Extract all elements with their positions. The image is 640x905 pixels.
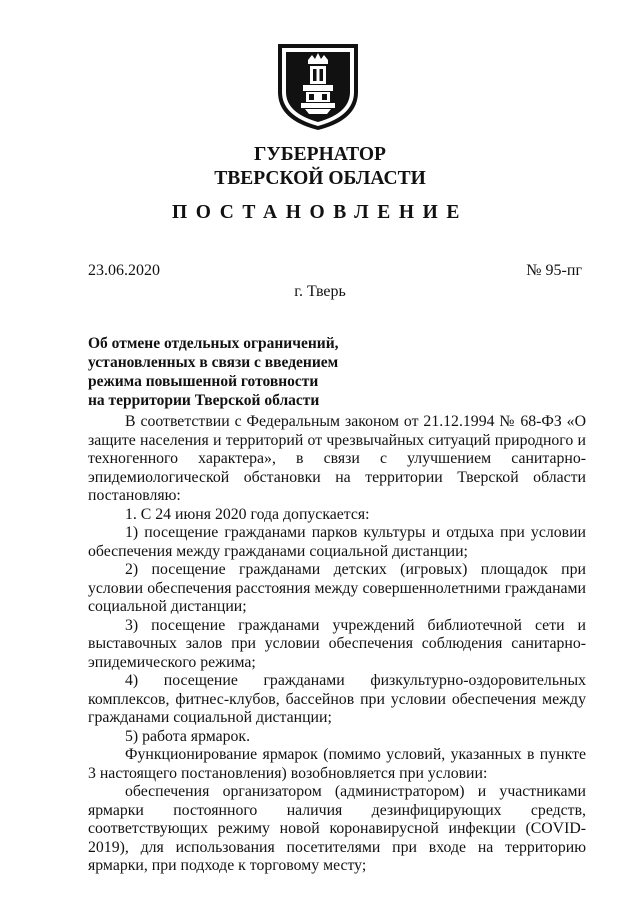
document-city: г. Тверь (294, 283, 346, 300)
item-1-4-paragraph: 4) посещение гражданами физкультурно-оздоровительных комплексов, фитнес-клубов, бассейнов при условии обеспечения между гражданами социальной дистанции; (88, 672, 586, 726)
fair-condition-paragraph: Функционирование ярмарок (помимо условий, указанных в пункте 3 настоящего постановления) возобновляется при условии: (88, 746, 586, 782)
document-number: № 95-пг (526, 262, 582, 279)
subject-line-4: на территории Тверской области (88, 392, 320, 409)
item-1-1-paragraph: 1) посещение гражданами парков культуры и отдыха при условии обеспечения между гражданами социальной дистанции; (88, 524, 586, 560)
preamble-paragraph: В соответствии с Федеральным законом от 21.12.1994 № 68-ФЗ «О защите населения и территорий от чрезвычайных ситуаций природного и техногенного характера», в связи с улучшением санитарно-эпидемиологической обстановки на территории Тверской области постановляю: (88, 413, 586, 504)
subject-line-3: режима повышенной готовности (88, 373, 319, 390)
document-type-title: ПОСТАНОВЛЕНИЕ (171, 202, 469, 223)
document-subject (88, 334, 339, 410)
document-body (88, 413, 586, 876)
issuer-title (0, 143, 640, 191)
issuer-line-1: ГУБЕРНАТОР (254, 144, 386, 165)
item-1-3-paragraph: 3) посещение гражданами учреждений библиотечной сети и выставочных залов при условии обеспечения соблюдения санитарно-эпидемического режима; (88, 616, 586, 671)
item-1-2-paragraph: 2) посещение гражданами детских (игровых) площадок при условии обеспечения расстояния между совершеннолетними гражданами социальной дистанции; (88, 561, 586, 615)
item-1-heading: 1. С 24 июня 2020 года допускается: (125, 505, 370, 523)
item-1-5-paragraph: 5) работа ярмарок. (125, 727, 251, 745)
document-date: 23.06.2020 (88, 262, 160, 279)
subject-line-1: Об отмене отдельных ограничений, (88, 335, 339, 352)
issuer-line-2: ТВЕРСКОЙ ОБЛАСТИ (214, 168, 426, 189)
subject-line-2: установленных в связи с введением (88, 354, 339, 371)
tver-coat-of-arms-icon (272, 40, 364, 132)
fair-requirement-paragraph: обеспечения организатором (администратором) и участниками ярмарки постоянного наличия дезинфицирующих средств, соответствующих режиму новой коронавирусной инфекции (COVID-2019), для использования посетителями при входе на территорию ярмарки, при подходе к торговому месту; (88, 783, 586, 874)
